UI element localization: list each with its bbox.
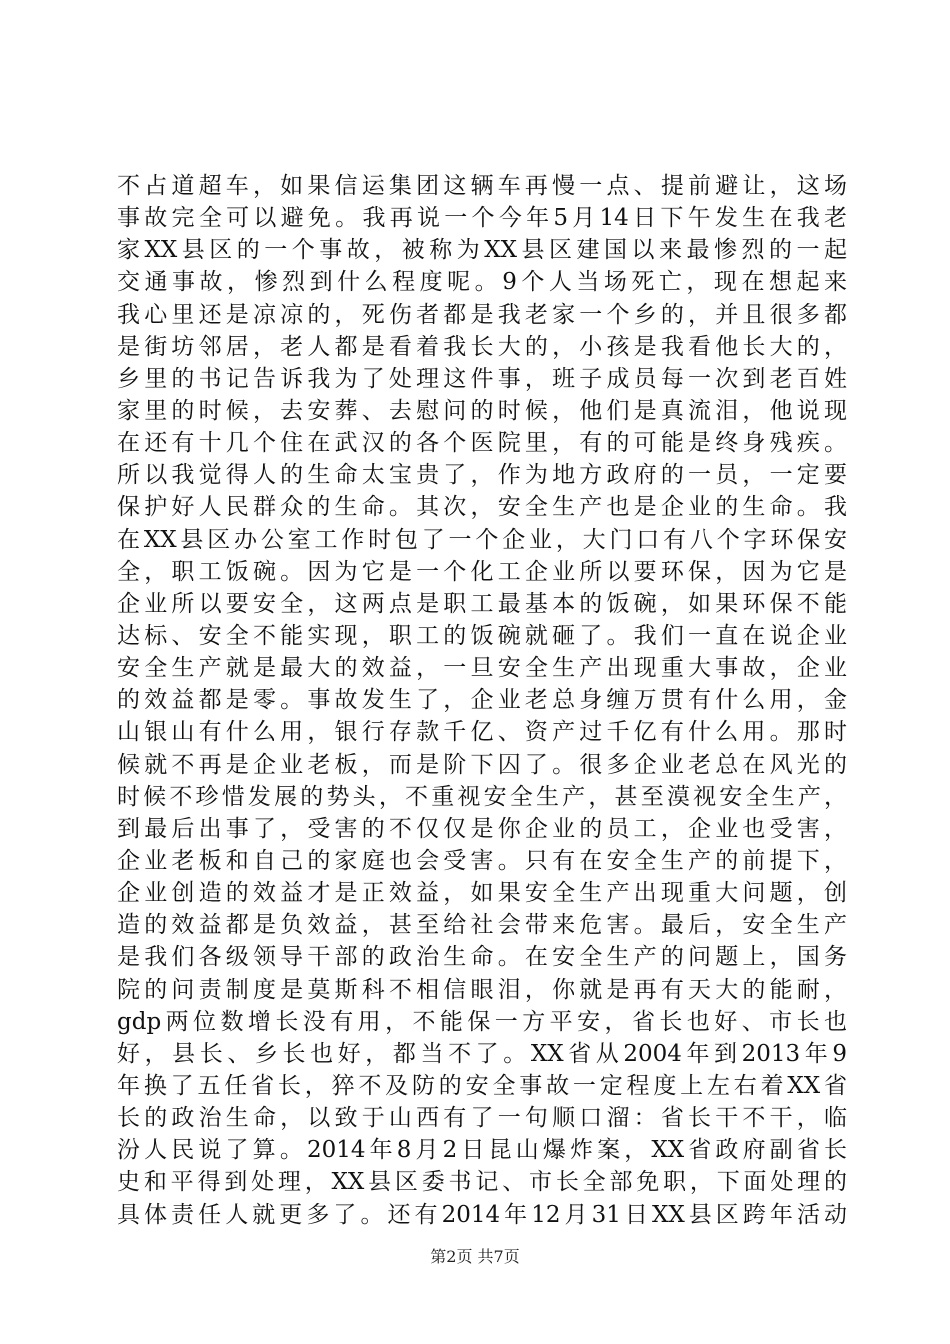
text-line-23: 企业创造的效益才是正效益，如果安全生产出现重大问题，创 <box>117 880 847 907</box>
text-line-10: 所以我觉得人的生命太宝贵了，作为地方政府的一员，一定要 <box>117 462 847 489</box>
text-line-3: 家XX县区的一个事故，被称为XX县区建国以来最惨烈的一起 <box>117 237 847 264</box>
text-line-33: 具体责任人就更多了。还有2014年12月31日XX县区跨年活动 <box>117 1201 847 1228</box>
text-line-21: 到最后出事了，受害的不仅仅是你企业的员工，企业也受害， <box>117 815 847 842</box>
text-line-13: 全，职工饭碗。因为它是一个化工企业所以要环保，因为它是 <box>117 558 847 585</box>
text-line-22: 企业老板和自己的家庭也会受害。只有在安全生产的前提下， <box>117 847 847 874</box>
text-line-19: 候就不再是企业老板，而是阶下囚了。很多企业老总在风光的 <box>117 751 847 778</box>
document-body <box>117 170 847 1231</box>
text-line-1: 不占道超车，如果信运集团这辆车再慢一点、提前避让，这场 <box>117 173 847 199</box>
text-line-16: 安全生产就是最大的效益，一旦安全生产出现重大事故，企业 <box>117 655 847 682</box>
text-line-9: 在还有十几个住在武汉的各个医院里，有的可能是终身残疾。 <box>117 430 847 457</box>
text-line-18: 山银山有什么用，银行存款千亿、资产过千亿有什么用。那时 <box>117 719 847 746</box>
page-number-footer: 第2页 共7页 <box>430 1247 520 1266</box>
text-line-14: 企业所以要安全，这两点是职工最基本的饭碗，如果环保不能 <box>117 590 847 617</box>
text-line-7: 乡里的书记告诉我为了处理这件事，班子成员每一次到老百姓 <box>117 365 847 392</box>
text-line-30: 长的政治生命，以致于山西有了一句顺口溜：省长干不干，临 <box>117 1105 847 1132</box>
text-line-20: 时候不珍惜发展的势头，不重视安全生产，甚至漠视安全生产， <box>117 783 847 810</box>
text-line-11: 保护好人民群众的生命。其次，安全生产也是企业的生命。我 <box>117 494 847 521</box>
text-line-6: 是街坊邻居，老人都是看着我长大的，小孩是我看他长大的， <box>117 333 847 360</box>
text-line-24: 造的效益都是负效益，甚至给社会带来危害。最后，安全生产 <box>117 912 847 939</box>
text-line-5: 我心里还是凉凉的，死伤者都是我老家一个乡的，并且很多都 <box>117 301 847 328</box>
text-line-25: 是我们各级领导干部的政治生命。在安全生产的问题上，国务 <box>117 944 847 971</box>
text-line-4: 交通事故，惨烈到什么程度呢。9个人当场死亡，现在想起来 <box>117 269 847 296</box>
text-line-2: 事故完全可以避免。我再说一个今年5月14日下午发生在我老 <box>117 205 847 232</box>
text-line-28: 好，县长、乡长也好，都当不了。XX省从2004年到2013年9 <box>117 1040 847 1067</box>
text-line-8: 家里的时候，去安葬、去慰问的时候，他们是真流泪，他说现 <box>117 397 847 424</box>
text-line-32: 史和平得到处理，XX县区委书记、市长全部免职，下面处理的 <box>117 1169 847 1196</box>
text-line-31: 汾人民说了算。2014年8月2日昆山爆炸案，XX省政府副省长 <box>117 1137 847 1164</box>
text-line-27: gdp两位数增长没有用，不能保一方平安，省长也好、市长也 <box>117 1008 847 1035</box>
text-line-17: 的效益都是零。事故发生了，企业老总身缠万贯有什么用，金 <box>117 687 847 714</box>
text-line-12: 在XX县区办公室工作时包了一个企业，大门口有八个字环保安 <box>117 526 847 553</box>
text-line-29: 年换了五任省长，猝不及防的安全事故一定程度上左右着XX省 <box>117 1072 847 1099</box>
text-line-15: 达标、安全不能实现，职工的饭碗就砸了。我们一直在说企业 <box>117 622 847 649</box>
text-line-26: 院的问责制度是莫斯科不相信眼泪，你就是再有天大的能耐， <box>117 976 847 1003</box>
